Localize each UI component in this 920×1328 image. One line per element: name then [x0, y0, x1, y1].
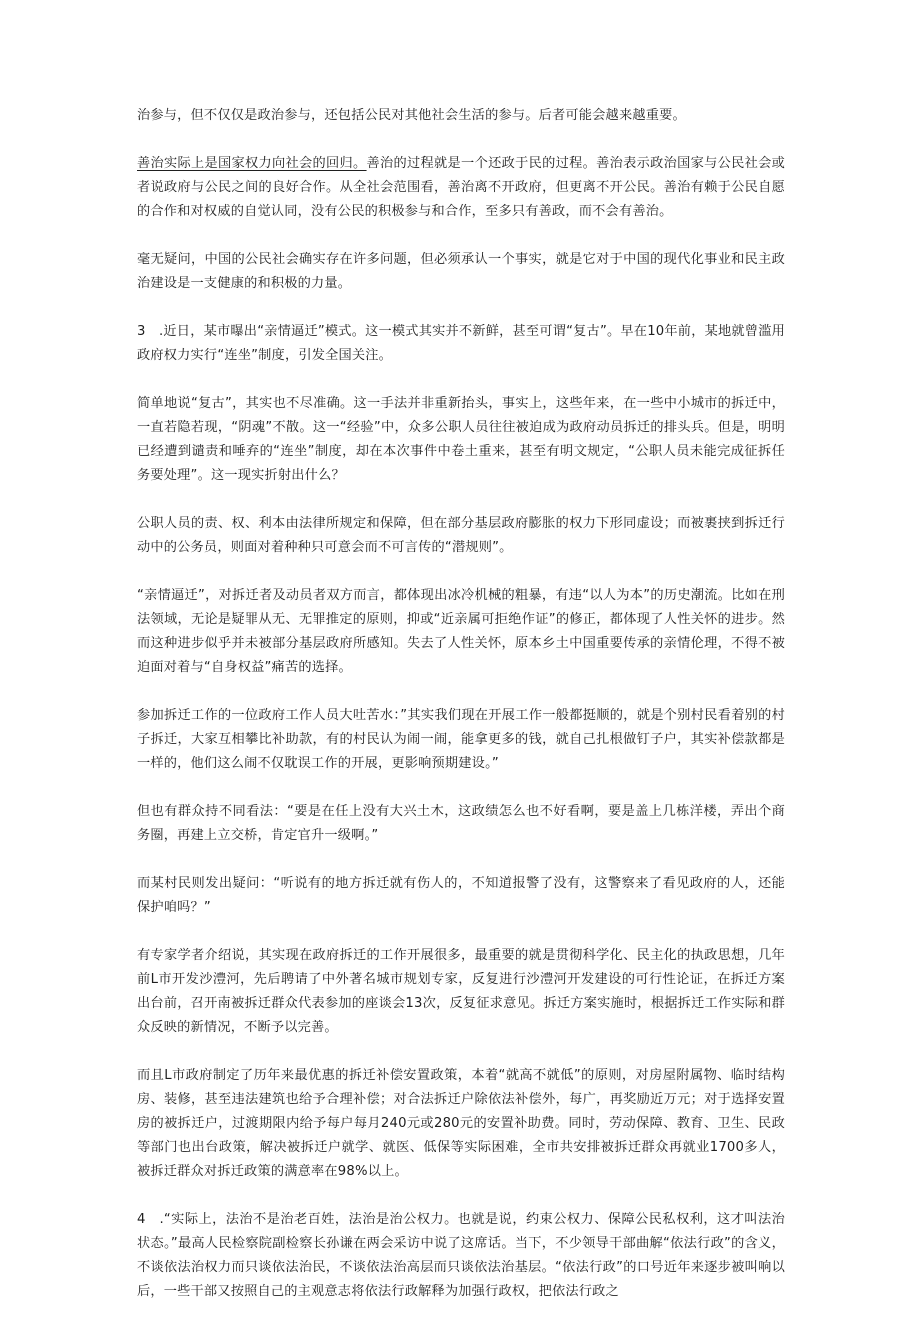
paragraph-text: 治参与，但不仅仅是政治参与，还包括公民对其他社会生活的参与。后者可能会越来越重要。: [137, 108, 686, 123]
paragraph-13: [137, 1208, 785, 1304]
paragraph-6: [137, 512, 785, 560]
paragraph-5: [137, 392, 785, 488]
paragraph-text: 而某村民则发出疑问：“听说有的地方拆迁就有伤人的，不知道报警了没有，这警察来了看见政府的人，还能保护咱吗？”: [137, 876, 785, 915]
underlined-sentence: 善治实际上是国家权力向社会的回归。: [137, 156, 367, 171]
paragraph-1: [137, 104, 785, 128]
paragraph-text: “亲情逼迁”，对拆迁者及动员者双方而言，都体现出冰冷机械的粗暴，有违“以人为本”的历史潮流。比如在刑法领域，无论是疑罪从无、无罪推定的原则，抑或“近亲属可拒绝作证”的修正，都体现了人性关怀的进步。然而这种进步似乎并未被部分基层政府所感知。失去了人性关怀，原本乡土中国重要传承的亲情伦理，不得不被迫面对着与“自身权益”痛苦的选择。: [137, 588, 785, 675]
paragraph-12: [137, 1064, 785, 1184]
paragraph-text: 有专家学者介绍说，其实现在政府拆迁的工作开展很多，最重要的就是贯彻科学化、民主化的执政思想，几年前L市开发沙澧河，先后聘请了中外著名城市规划专家，反复进行沙澧河开发建设的可行性论证，在拆迁方案出台前，召开南被拆迁群众代表参加的座谈会13次，反复征求意见。拆迁方案实施时，根据拆迁工作实际和群众反映的新情况，不断予以完善。: [137, 948, 785, 1035]
paragraph-8: [137, 704, 785, 776]
paragraph-4: [137, 320, 785, 368]
paragraph-10: [137, 872, 785, 920]
paragraph-text: 参加拆迁工作的一位政府工作人员大吐苦水：”其实我们现在开展工作一般都挺顺的，就是个别村民看着别的村子拆迁，大家互相攀比补助款，有的村民认为闹一闹，能拿更多的钱，就自己扎根做钉子户，其实补偿款都是一样的，他们这么闹不仅耽误工作的开展，更影响预期建设。”: [137, 708, 785, 771]
paragraph-text: 4 .“实际上，法治不是治老百姓，法治是治公权力。也就是说，约束公权力、保障公民私权利，这才叫法治状态。”最高人民检察院副检察长孙谦在两会采访中说了这席话。当下，不少领导干部曲解“依法行政”的含义，不谈依法治权力而只谈依法治民，不谈依法治高层而只谈依法治基层。“依法行政”的口号近年来逐步被叫响以后，一些干部又按照自己的主观意志将依法行政解释为加强行政权，把依法行政之: [137, 1212, 785, 1299]
document-page: [137, 104, 785, 1328]
paragraph-2: [137, 152, 785, 224]
paragraph-text: 毫无疑问，中国的公民社会确实存在许多问题，但必须承认一个事实，就是它对于中国的现代化事业和民主政治建设是一支健康的和积极的力量。: [137, 252, 785, 291]
paragraph-3: [137, 248, 785, 296]
paragraph-text: 简单地说“复古”，其实也不尽准确。这一手法并非重新抬头，事实上，这些年来，在一些中小城市的拆迁中，一直若隐若现，“阴魂”不散。这一“经验”中，众多公职人员往往被迫成为政府动员拆迁的排头兵。但是，明明已经遭到谴责和唾弃的“连坐”制度，却在本次事件中卷土重来，甚至有明文规定，“公职人员未能完成征拆任务要处理”。这一现实折射出什么？: [137, 396, 785, 483]
paragraph-11: [137, 944, 785, 1040]
paragraph-text: 而且L市政府制定了历年来最优惠的拆迁补偿安置政策，本着“就高不就低”的原则，对房屋附属物、临时结构房、装修，甚至违法建筑也给予合理补偿；对合法拆迁户除依法补偿外，每广，再奖励近万元；对于选择安置房的被拆迁户，过渡期限内给予每户每月240元或280元的安置补助费。同时，劳动保障、教育、卫生、民政等部门也出台政策，解决被拆迁户就学、就医、低保等实际困难，全市共安排被拆迁群众再就业1700多人，被拆迁群众对拆迁政策的满意率在98%以上。: [137, 1068, 785, 1179]
paragraph-text: 3 .近日，某市曝出“亲情逼迁”模式。这一模式其实并不新鲜，甚至可谓“复古”。早在10年前，某地就曾滥用政府权力实行“连坐”制度，引发全国关注。: [137, 324, 785, 363]
paragraph-text: 公职人员的责、权、利本由法律所规定和保障，但在部分基层政府膨胀的权力下形同虚设；而被裹挟到拆迁行动中的公务员，则面对着种种只可意会而不可言传的“潜规则”。: [137, 516, 785, 555]
paragraph-text: 但也有群众持不同看法：“要是在任上没有大兴土木，这政绩怎么也不好看啊，要是盖上几栋洋楼，弄出个商务圈，再建上立交桥，肯定官升一级啊。”: [137, 804, 785, 843]
paragraph-9: [137, 800, 785, 848]
paragraph-text: 善治的过程就是一个还政于民的过程。善治表示政治国家与公民社会或者说政府与公民之间的良好合作。从全社会范围看，善治离不开政府，但更离不开公民。善治有赖于公民自愿的合作和对权威的自觉认同，没有公民的积极参与和合作，至多只有善政，而不会有善治。: [137, 156, 785, 219]
paragraph-7: [137, 584, 785, 680]
